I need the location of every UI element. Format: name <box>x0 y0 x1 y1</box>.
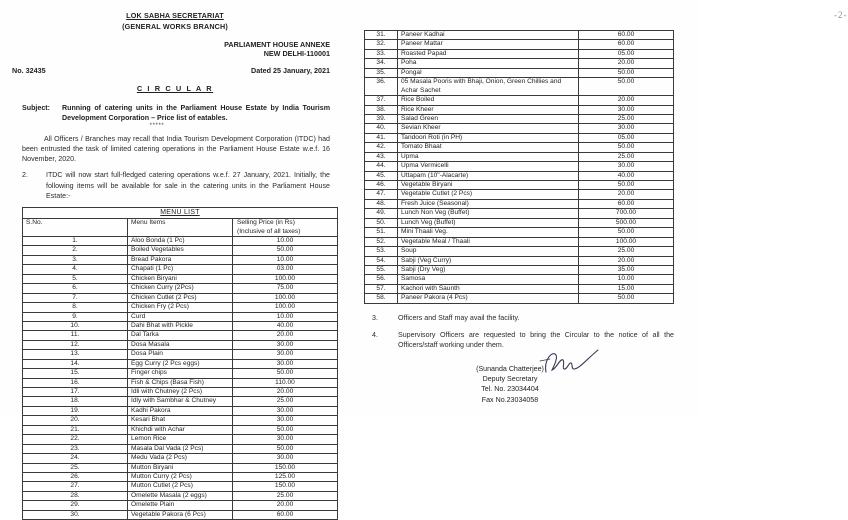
table-row <box>23 406 338 415</box>
cell-item: Finger chips <box>128 369 233 378</box>
cell-price: 40.00 <box>579 171 674 180</box>
page-column-right <box>350 0 848 415</box>
table-row <box>365 228 674 237</box>
cell-item: Pongal <box>398 68 579 77</box>
cell-sno: 18. <box>23 397 128 406</box>
cell-price: 25.00 <box>579 114 674 123</box>
table-row <box>23 444 338 453</box>
table-row <box>365 133 674 142</box>
cell-sno: 53. <box>365 247 398 256</box>
cell-price: 50.00 <box>233 425 338 434</box>
cell-sno: 31. <box>365 31 398 40</box>
cell-item: Salad Green <box>398 114 579 123</box>
table-row <box>365 31 674 40</box>
menu-table-right <box>364 30 674 304</box>
letterhead-organisation <box>0 11 350 31</box>
table-row <box>365 171 674 180</box>
cell-item: Chapati (1 Pc) <box>128 265 233 274</box>
cell-price: 20.00 <box>579 96 674 105</box>
table-row <box>365 68 674 77</box>
table-row <box>23 331 338 340</box>
reference-line <box>0 66 350 75</box>
cell-price: 30.00 <box>233 359 338 368</box>
cell-price: 20.00 <box>579 59 674 68</box>
cell-sno: 47. <box>365 190 398 199</box>
cell-sno: 28. <box>23 491 128 500</box>
cell-sno: 25. <box>23 463 128 472</box>
cell-price: 110.00 <box>233 378 338 387</box>
cell-item: Fresh Juice (Seasonal) <box>398 199 579 208</box>
cell-sno: 14. <box>23 359 128 368</box>
cell-sno: 20. <box>23 416 128 425</box>
cell-sno: 12. <box>23 340 128 349</box>
closing-block <box>350 313 700 405</box>
cell-sno: 8. <box>23 303 128 312</box>
table-row <box>23 359 338 368</box>
table-row <box>23 274 338 283</box>
table-row <box>23 303 338 312</box>
cell-sno: 21. <box>23 425 128 434</box>
cell-price: 25.00 <box>233 397 338 406</box>
table-row <box>23 472 338 481</box>
cell-item: Omelette Masala (2 eggs) <box>128 491 233 500</box>
table-row <box>365 152 674 161</box>
page-number-marking: -2- <box>834 10 848 20</box>
cell-item: Dahi Bhat with Pickle <box>128 321 233 330</box>
subject-text: Running of catering units in the Parliament House Estate by India Tourism Development Corporation – Price list of eatables. <box>62 103 330 122</box>
cell-item: Rice Kheer <box>398 105 579 114</box>
cell-price: 30.00 <box>233 406 338 415</box>
table-row <box>23 501 338 510</box>
cell-price: 500.00 <box>579 218 674 227</box>
cell-price: 100.00 <box>233 274 338 283</box>
cell-price: 50.00 <box>579 228 674 237</box>
document-date: Dated 25 January, 2021 <box>251 65 330 75</box>
cell-price: 125.00 <box>233 472 338 481</box>
cell-price: 25.00 <box>579 152 674 161</box>
cell-price: 30.00 <box>579 162 674 171</box>
signatory-name: (Sunanda Chatterjee) <box>476 364 544 373</box>
cell-sno: 41. <box>365 133 398 142</box>
menu-table-right-body <box>365 31 674 304</box>
cell-item: Kadhi Pakora <box>128 406 233 415</box>
cell-item: Egg Curry (2 Pcs eggs) <box>128 359 233 368</box>
table-row <box>23 491 338 500</box>
table-row <box>23 378 338 387</box>
table-row <box>365 218 674 227</box>
cell-price: 100.00 <box>233 303 338 312</box>
cell-price: 100.00 <box>233 293 338 302</box>
cell-sno: 34. <box>365 59 398 68</box>
table-row <box>365 59 674 68</box>
table-row <box>365 209 674 218</box>
cell-item: 05 Masala Pooris with Bhaji, Onion, Green Chillies and Achar Sachet <box>398 78 579 96</box>
table-row <box>23 435 338 444</box>
cell-sno: 36. <box>365 78 398 96</box>
cell-item: Chicken Cutlet (2 Pcs) <box>128 293 233 302</box>
cell-item: Sabji (Veg Curry) <box>398 256 579 265</box>
cell-price: 75.00 <box>233 284 338 293</box>
cell-item: Masala Dal Vada (2 Pcs) <box>128 444 233 453</box>
cell-price: 25.00 <box>233 491 338 500</box>
subject-block <box>0 103 350 123</box>
table-row <box>23 482 338 491</box>
cell-price: 30.00 <box>233 350 338 359</box>
cell-price: 10.00 <box>579 275 674 284</box>
column-header-price-line2: (Inclusive of all taxes) <box>237 227 301 235</box>
cell-item: Mutton Curry (2 Pcs) <box>128 472 233 481</box>
cell-price: 60.00 <box>579 31 674 40</box>
cell-sno: 42. <box>365 143 398 152</box>
cell-price: 50.00 <box>233 246 338 255</box>
cell-sno: 27. <box>23 482 128 491</box>
cell-price: 50.00 <box>233 444 338 453</box>
table-row <box>23 416 338 425</box>
table-row <box>365 265 674 274</box>
cell-item: Kesari Bhat <box>128 416 233 425</box>
table-row <box>23 425 338 434</box>
cell-item: Poha <box>398 59 579 68</box>
table-row <box>365 49 674 58</box>
cell-item: Idli with Chutney (2 Pcs) <box>128 388 233 397</box>
cell-sno: 58. <box>365 294 398 303</box>
cell-price: 05.00 <box>579 49 674 58</box>
cell-item: Rice Boiled <box>398 96 579 105</box>
cell-item: Mini Thaali Veg. <box>398 228 579 237</box>
table-row <box>365 162 674 171</box>
cell-item: Aloo Bonda (1 Pc) <box>128 237 233 246</box>
cell-item: Mutton Biryani <box>128 463 233 472</box>
cell-sno: 48. <box>365 199 398 208</box>
cell-sno: 17. <box>23 388 128 397</box>
cell-sno: 3. <box>23 255 128 264</box>
cell-item: Vegetable Meal / Thaali <box>398 237 579 246</box>
cell-price: 20.00 <box>233 501 338 510</box>
cell-price: 50.00 <box>233 369 338 378</box>
cell-item: Fish & Chips (Basa Fish) <box>128 378 233 387</box>
cell-item: Idly with Sambhar & Chutney <box>128 397 233 406</box>
cell-sno: 46. <box>365 181 398 190</box>
cell-price: 30.00 <box>579 105 674 114</box>
cell-sno: 7. <box>23 293 128 302</box>
menu-table-left-body <box>23 237 338 520</box>
subject-separator: ***** <box>149 122 165 129</box>
column-header-sno: S.No. <box>23 219 128 237</box>
cell-item: Mutton Cutlet (2 Pcs) <box>128 482 233 491</box>
table-row <box>23 350 338 359</box>
signatory-telephone: Tel. No. 23034404 <box>481 385 539 394</box>
cell-sno: 10. <box>23 321 128 330</box>
cell-price: 150.00 <box>233 463 338 472</box>
cell-price: 100.00 <box>579 237 674 246</box>
table-row <box>23 369 338 378</box>
cell-item: Paneer Mattar <box>398 40 579 49</box>
cell-item: Paneer Kadhai <box>398 31 579 40</box>
cell-sno: 54. <box>365 256 398 265</box>
cell-sno: 55. <box>365 265 398 274</box>
cell-price: 150.00 <box>233 482 338 491</box>
table-row <box>23 454 338 463</box>
cell-sno: 50. <box>365 218 398 227</box>
table-row <box>23 255 338 264</box>
cell-sno: 5. <box>23 274 128 283</box>
paragraph-2 <box>0 170 350 201</box>
cell-price: 50.00 <box>579 294 674 303</box>
address-line-1: PARLIAMENT HOUSE ANNEXE <box>224 39 330 49</box>
cell-sno: 33. <box>365 49 398 58</box>
table-row <box>365 124 674 133</box>
cell-sno: 23. <box>23 444 128 453</box>
cell-sno: 2. <box>23 246 128 255</box>
table-row <box>23 237 338 246</box>
signatory-fax: Fax No.23034058 <box>481 395 539 404</box>
table-row <box>23 510 338 519</box>
cell-price: 20.00 <box>233 331 338 340</box>
column-header-item: Menu Items <box>128 219 233 237</box>
table-row <box>365 284 674 293</box>
cell-price: 20.00 <box>579 256 674 265</box>
cell-price: 20.00 <box>233 388 338 397</box>
subject-label: Subject: <box>22 103 50 112</box>
cell-sno: 32. <box>365 40 398 49</box>
table-row <box>365 181 674 190</box>
cell-item: Medu Vada (2 Pcs) <box>128 454 233 463</box>
cell-price: 10.00 <box>233 255 338 264</box>
cell-item: Vegetable Cutlet (2 Pcs) <box>398 190 579 199</box>
cell-item: Upma <box>398 152 579 161</box>
cell-sno: 24. <box>23 454 128 463</box>
table-row <box>23 463 338 472</box>
cell-item: Chicken Biryani <box>128 274 233 283</box>
table-row <box>23 265 338 274</box>
table-row <box>23 321 338 330</box>
cell-item: Paneer Pakora (4 Pcs) <box>398 294 579 303</box>
cell-price: 30.00 <box>233 416 338 425</box>
cell-sno: 6. <box>23 284 128 293</box>
cell-price: 10.00 <box>233 237 338 246</box>
cell-price: 50.00 <box>579 181 674 190</box>
cell-price: 60.00 <box>233 510 338 519</box>
cell-sno: 1. <box>23 237 128 246</box>
cell-price: 700.00 <box>579 209 674 218</box>
table-row <box>365 40 674 49</box>
cell-sno: 9. <box>23 312 128 321</box>
cell-item: Chicken Fry (2 Pcs) <box>128 303 233 312</box>
cell-price: 25.00 <box>579 247 674 256</box>
cell-item: Vegetable Pakora (6 Pcs) <box>128 510 233 519</box>
cell-item: Boiled Vegetables <box>128 246 233 255</box>
cell-sno: 56. <box>365 275 398 284</box>
paragraph-4-number: 4. <box>372 330 378 339</box>
cell-sno: 44. <box>365 162 398 171</box>
cell-sno: 19. <box>23 406 128 415</box>
letterhead-address <box>0 40 350 59</box>
table-row <box>365 105 674 114</box>
table-row <box>23 293 338 302</box>
cell-item: Dal Tarka <box>128 331 233 340</box>
paragraph-4-text: Supervisory Officers are requested to bring the Circular to the notice of all the Officers/staff working under them. <box>398 330 674 350</box>
table-row <box>365 199 674 208</box>
signatory-designation: Deputy Secretary <box>482 374 538 383</box>
cell-item: Vegetable Biryani <box>398 181 579 190</box>
cell-price: 50.00 <box>579 68 674 77</box>
cell-item: Lunch Non Veg (Buffet) <box>398 209 579 218</box>
cell-sno: 29. <box>23 501 128 510</box>
cell-sno: 52. <box>365 237 398 246</box>
table-row <box>23 246 338 255</box>
cell-price: 15.00 <box>579 284 674 293</box>
table-row <box>365 96 674 105</box>
paragraph-3 <box>364 313 674 323</box>
column-header-price <box>233 219 338 237</box>
cell-sno: 30. <box>23 510 128 519</box>
signature-block <box>364 364 674 405</box>
cell-item: Dosa Plain <box>128 350 233 359</box>
menu-table-right-wrapper <box>350 30 700 304</box>
cell-sno: 51. <box>365 228 398 237</box>
cell-price: 03.00 <box>233 265 338 274</box>
cell-price: 60.00 <box>579 199 674 208</box>
cell-item: Roasted Papad <box>398 49 579 58</box>
table-row <box>365 247 674 256</box>
cell-price: 30.00 <box>579 124 674 133</box>
organisation-name: LOK SABHA SECRETARIAT <box>126 11 224 20</box>
table-row <box>23 388 338 397</box>
cell-sno: 26. <box>23 472 128 481</box>
page-column-left <box>0 0 350 518</box>
cell-item: Omelette Plain <box>128 501 233 510</box>
cell-sno: 4. <box>23 265 128 274</box>
table-row <box>23 340 338 349</box>
file-number: No. 32435 <box>12 65 46 75</box>
cell-item: Samosa <box>398 275 579 284</box>
cell-sno: 49. <box>365 209 398 218</box>
cell-price: 10.00 <box>233 312 338 321</box>
cell-price: 50.00 <box>579 143 674 152</box>
cell-price: 20.00 <box>579 190 674 199</box>
document-title: C I R C U L A R <box>136 83 214 93</box>
cell-item: Chicken Curry (2Pcs) <box>128 284 233 293</box>
paragraph-3-number: 3. <box>372 313 378 322</box>
cell-item: Kachori with Saunth <box>398 284 579 293</box>
cell-item: Lunch Veg (Buffet) <box>398 218 579 227</box>
cell-price: 60.00 <box>579 40 674 49</box>
table-row <box>23 312 338 321</box>
cell-price: 30.00 <box>233 435 338 444</box>
cell-price: 35.00 <box>579 265 674 274</box>
cell-price: 40.00 <box>233 321 338 330</box>
cell-price: 30.00 <box>233 454 338 463</box>
signatory-details <box>476 364 544 405</box>
menu-table-title-row <box>23 208 338 219</box>
paragraph-3-text: Officers and Staff may avail the facility. <box>398 313 520 322</box>
cell-price: 50.00 <box>579 78 674 96</box>
cell-price: 30.00 <box>233 340 338 349</box>
cell-sno: 38. <box>365 105 398 114</box>
cell-sno: 35. <box>365 68 398 77</box>
cell-item: Tomato Bhaat <box>398 143 579 152</box>
cell-sno: 15. <box>23 369 128 378</box>
table-row <box>365 190 674 199</box>
paragraph-2-number: 2. <box>22 171 28 180</box>
cell-item: Bread Pakora <box>128 255 233 264</box>
cell-price: 05.00 <box>579 133 674 142</box>
organisation-branch: (GENERAL WORKS BRANCH) <box>122 21 228 31</box>
cell-sno: 16. <box>23 378 128 387</box>
handwritten-signature-icon <box>536 348 616 374</box>
table-row <box>365 78 674 96</box>
cell-item: Sevian Kheer <box>398 124 579 133</box>
paragraph-1: All Officers / Branches may recall that India Tourism Development Corporation (ITDC) had been entrusted the task of limited catering operations in the Parliament House Estate w.e.f. 16 November, 2020. <box>22 134 330 164</box>
menu-table-left <box>22 207 338 520</box>
cell-item: Tandoori Roti (in PH) <box>398 133 579 142</box>
address-line-2: NEW DELHI-110001 <box>263 49 330 58</box>
menu-table-header-row <box>23 219 338 237</box>
cell-item: Sabji (Dry Veg) <box>398 265 579 274</box>
cell-item: Khichdi with Achar <box>128 425 233 434</box>
column-header-price-line1: Selling Price (in Rs) <box>237 219 295 227</box>
table-row <box>365 114 674 123</box>
cell-item: Dosa Masala <box>128 340 233 349</box>
cell-item: Soup <box>398 247 579 256</box>
menu-table-left-wrapper <box>0 207 350 520</box>
cell-sno: 22. <box>23 435 128 444</box>
cell-sno: 37. <box>365 96 398 105</box>
cell-sno: 57. <box>365 284 398 293</box>
cell-item: Curd <box>128 312 233 321</box>
cell-item: Upma Vermicelli <box>398 162 579 171</box>
cell-item: Uttapam (10"-Alacarte) <box>398 171 579 180</box>
cell-sno: 11. <box>23 331 128 340</box>
table-row <box>365 256 674 265</box>
table-row <box>365 294 674 303</box>
cell-sno: 43. <box>365 152 398 161</box>
table-row <box>365 143 674 152</box>
cell-sno: 40. <box>365 124 398 133</box>
menu-table-head <box>23 208 338 237</box>
menu-table-title: MENU LIST <box>23 208 338 219</box>
table-row <box>365 237 674 246</box>
table-row <box>365 275 674 284</box>
cell-sno: 13. <box>23 350 128 359</box>
cell-item: Lemon Rice <box>128 435 233 444</box>
paragraph-4 <box>364 330 674 351</box>
cell-sno: 45. <box>365 171 398 180</box>
table-row <box>23 284 338 293</box>
table-row <box>23 397 338 406</box>
cell-sno: 39. <box>365 114 398 123</box>
paragraph-2-text: ITDC will now start full-fledged catering operations w.e.f. 27 January, 2021. Initially, the following items will be available for sale in the catering units in the Parliament House Estate:- <box>46 171 330 201</box>
